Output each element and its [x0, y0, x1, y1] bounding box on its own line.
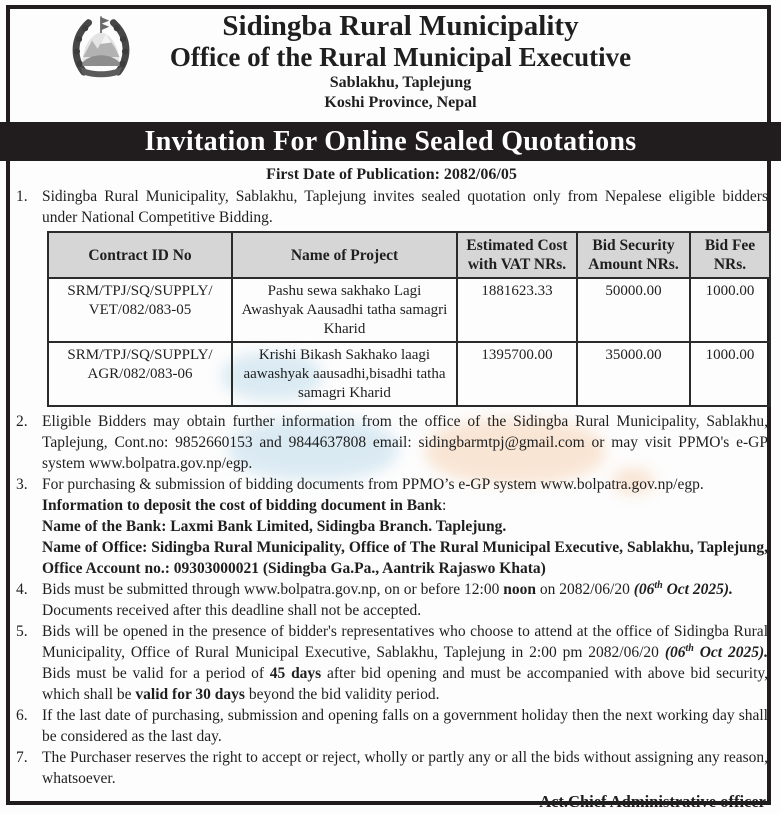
- item-text: The Purchaser reserves the right to accept or reject, wholly or partly any or all the bids without assigning any reason, whatsoever.: [42, 749, 768, 787]
- table-row: [48, 278, 770, 342]
- col-contract-id: Contract ID No: [48, 232, 232, 278]
- bid-fee-cell: 1000.00: [690, 342, 770, 406]
- item-number: 1.: [16, 188, 28, 205]
- notice-item-4: [15, 579, 768, 621]
- item-number: 7.: [16, 749, 28, 766]
- table-row: [48, 342, 770, 406]
- item-number: 6.: [16, 707, 28, 724]
- bid-fee-cell: 1000.00: [690, 278, 770, 342]
- table-header-row: [48, 232, 770, 278]
- notice-title-banner: [0, 122, 781, 161]
- quotation-table: [47, 231, 771, 407]
- contract-id-cell: SRM/TPJ/SQ/SUPPLY/ AGR/082/083-06: [48, 342, 232, 406]
- col-bid-fee: Bid Fee NRs.: [690, 232, 770, 278]
- notice-item-5: [15, 621, 768, 705]
- bid-security-cell: 35000.00: [577, 342, 690, 406]
- notice-item-2: [15, 411, 768, 474]
- item-number: 4.: [16, 581, 28, 598]
- estimated-cost-cell: 1881623.33: [457, 278, 577, 342]
- col-project-name: Name of Project: [232, 232, 457, 278]
- address-line-1: Sablakhu, Taplejung: [329, 74, 472, 91]
- municipality-name: Sidingba Rural Municipality: [222, 10, 579, 42]
- notice-item-1: [15, 186, 768, 228]
- notice-item-7: [15, 747, 768, 789]
- letterhead: [60, 10, 741, 113]
- item-text: For purchasing & submission of bidding documents from PPMO’s e-GP system www.bolpatra.gov.np/egp. Information to deposit the cost of bidding document in Bank: Name of the Bank: Laxmi Bank Limited, Sidingba Branch. Taplejung. Name of Office: Sidingba Rural Municipality, Office of The Rural Municipal Executive, Sablakhu, Taplejung, Office Account no.: 09303000021 (Sidingba Ga.Pa., Aantrik Rajaswo Khata): [42, 476, 768, 577]
- item-text: Bids will be opened in the presence of bidder's representatives who choose to attend at the office of Sidingba Rural Municipality, Office of Rural Municipal Executive, Sablakhu, Taplejung in 2:00 pm 2082/06/20 (06th Oct 2025). Bids must be valid for a period of 45 days after bid opening and must be accompanied with above bid security, which shall be valid for 30 days beyond the bid validity period.: [42, 623, 769, 703]
- item-number: 2.: [16, 413, 28, 430]
- publication-date-line: First Date of Publication: 2082/06/05: [266, 166, 517, 183]
- notice-item-6: [15, 705, 768, 747]
- item-text: If the last date of purchasing, submission and opening falls on a government holiday then the next working day shall be considered as the last day.: [42, 707, 768, 745]
- contract-id-cell: SRM/TPJ/SQ/SUPPLY/ VET/082/083-05: [48, 278, 232, 342]
- bid-security-cell: 50000.00: [577, 278, 690, 342]
- address-line-2: Koshi Province, Nepal: [324, 94, 477, 111]
- notice-body: [15, 164, 768, 812]
- item-text: Bids must be submitted through www.bolpatra.gov.np, on or before 12:00 noon on 2082/06/20 (06th Oct 2025). Documents received after this deadline shall not be accepted.: [42, 579, 733, 619]
- notice-title: Invitation For Online Sealed Quotations: [144, 125, 637, 157]
- signatory-title: Act.Chief Administrative officer: [539, 792, 766, 811]
- item-text: Sidingba Rural Municipality, Sablakhu, Taplejung invites sealed quotation only from Nepalese eligible bidders under National Competitive Bidding.: [42, 188, 768, 226]
- notice-item-3: [15, 474, 768, 579]
- item-text: Eligible Bidders may obtain further information from the office of the Sidingba Rural Municipality, Sablakhu, Taplejung, Cont.no: 9852660153 and 9844637808 email: sidingbarmtpj@gmail.com or may visit PPMO's e-GP system www.bolpatra.gov.np/egp.: [42, 413, 768, 472]
- project-name-cell: Krishi Bikash Sakhako laagi aawashyak aausadhi,bisadhi tatha samagri Kharid: [232, 342, 457, 406]
- item-number: 5.: [16, 623, 28, 640]
- item-number: 3.: [16, 476, 28, 493]
- col-estimated-cost: Estimated Cost with VAT NRs.: [457, 232, 577, 278]
- office-name: Office of the Rural Municipal Executive: [169, 42, 632, 72]
- col-bid-security: Bid Security Amount NRs.: [577, 232, 690, 278]
- estimated-cost-cell: 1395700.00: [457, 342, 577, 406]
- project-name-cell: Pashu sewa sakhako Lagi Awashyak Aausadhi tatha samagri Kharid: [232, 278, 457, 342]
